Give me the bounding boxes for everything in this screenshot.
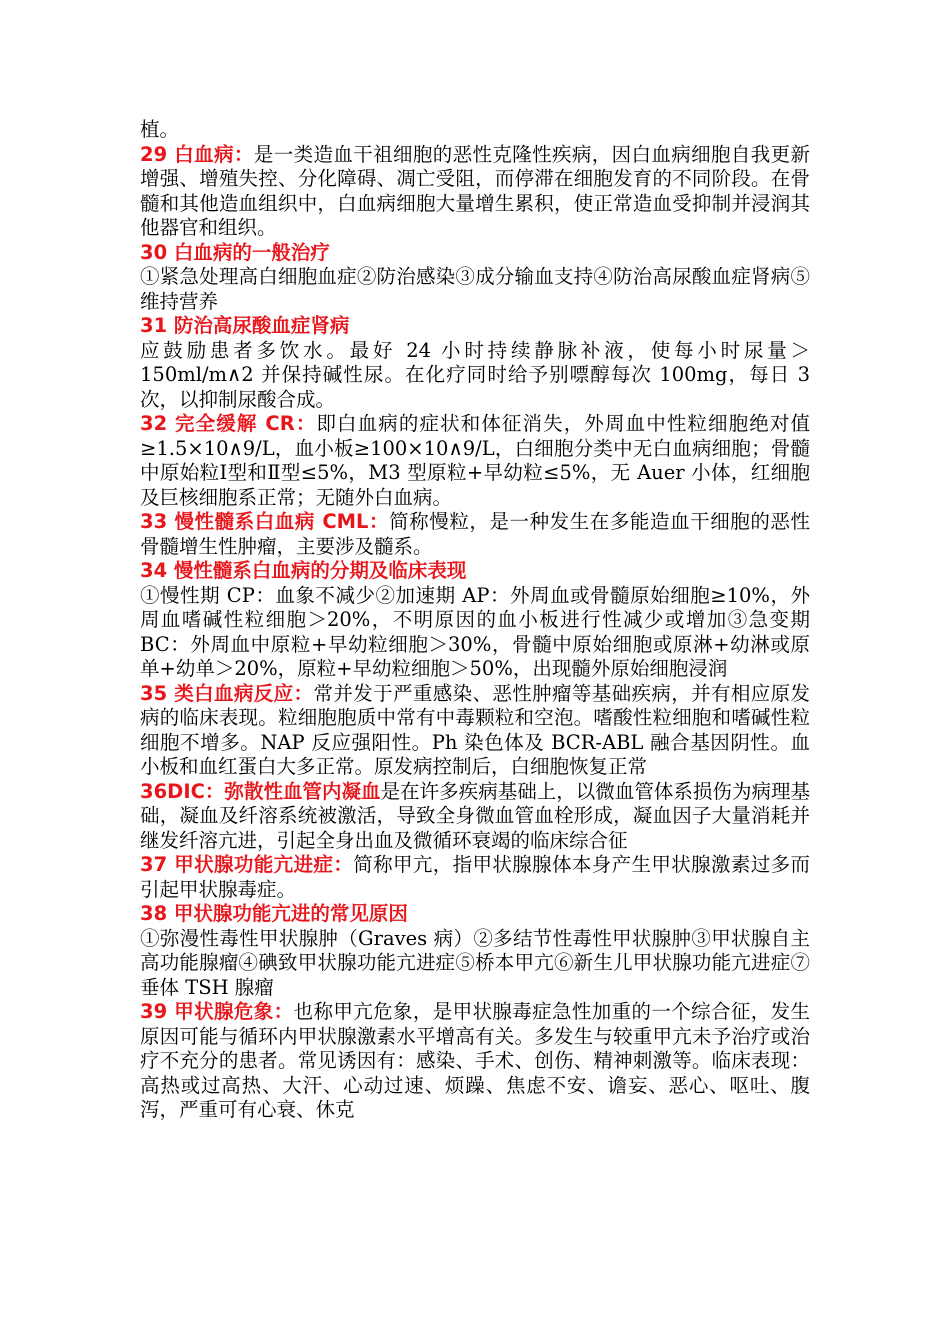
entry-heading: 34 慢性髓系白血病的分期及临床表现 (140, 559, 467, 582)
entry-body: 是一类造血干祖细胞的恶性克隆性疾病，因白血病细胞自我更新增强、增殖失控、分化障碍、凋亡受阻，而停滞在细胞发育的不同阶段。在骨髓和其他造血组织中，白血病细胞大量增生累积，使正常造血受抑制并浸润其他器官和组织。 (140, 142, 810, 239)
entry-35 (140, 682, 810, 780)
entry-36 (140, 780, 810, 854)
entry-38 (140, 902, 810, 1000)
entry-body: 应鼓励患者多饮水。最好 24 小时持续静脉补液，使每小时尿量＞150ml/m∧2 并保持碱性尿。在化疗同时给予别嘌醇每次 100mg，每日 3 次，以抑制尿酸合成。 (140, 338, 810, 411)
entry-body: 也称甲亢危象，是甲状腺毒症急性加重的一个综合征，发生原因可能与循环内甲状腺激素水平增高有关。多发生与较重甲亢未予治疗或治疗不充分的患者。常见诱因有：感染、手术、创伤、精神刺激等。临床表现：高热或过高热、大汗、心动过速、烦躁、焦虑不安、谵妄、恶心、呕吐、腹泻，严重可有心衰、休克 (140, 1000, 810, 1121)
intro-text: 植。 (140, 118, 180, 141)
entry-body: 是在许多疾病基础上，以微血管体系损伤为病理基础，凝血及纤溶系统被激活，导致全身微血管血栓形成，凝血因子大量消耗并继发纤溶亢进，引起全身出血及微循环衰竭的临床综合征 (140, 779, 810, 852)
entry-39 (140, 1000, 810, 1123)
entry-33 (140, 510, 810, 559)
entry-heading: 31 防治高尿酸血症肾病 (140, 314, 350, 337)
entry-31 (140, 314, 810, 412)
entry-heading: 37 甲状腺功能亢进症： (140, 853, 354, 876)
entry-body: ①紧急处理高白细胞血症②防治感染③成分输血支持④防治高尿酸血症肾病⑤维持营养 (140, 265, 810, 313)
entry-heading: 30 白血病的一般治疗 (140, 240, 330, 264)
entry-heading: 38 甲状腺功能亢进的常见原因 (140, 902, 408, 925)
entry-body: 即白血病的症状和体征消失，外周血中性粒细胞绝对值≥1.5×10∧9/L，血小板≥100×10∧9/L，白细胞分类中无白血病细胞；骨髓中原始粒Ⅰ型和Ⅱ型≤5%，M3 型原粒+早幼粒≤5%，无 Auer 小体，红细胞及巨核细胞系正常；无随外白血病。 (140, 412, 810, 509)
entry-heading: 32 完全缓解 CR： (140, 412, 317, 435)
entry-heading: 39 甲状腺危象： (140, 1000, 294, 1023)
entry-heading: 36DIC：弥散性血管内凝血 (140, 779, 381, 803)
entry-32 (140, 412, 810, 510)
document-page (140, 118, 810, 1123)
entry-body: 常并发于严重感染、恶性肿瘤等基础疾病，并有相应原发病的临床表现。粒细胞胞质中常有中毒颗粒和空泡。嗜酸性粒细胞和嗜碱性粒细胞不增多。NAP 反应强阳性。Ph 染色体及 BCR-ABL 融合基因阴性。血小板和血红蛋白大多正常。原发病控制后，白细胞恢复正常 (140, 681, 810, 778)
entry-29 (140, 143, 810, 241)
entry-heading: 29 白血病： (140, 142, 254, 166)
entry-heading: 35 类白血病反应： (140, 681, 314, 705)
entry-37 (140, 853, 810, 902)
entry-heading: 33 慢性髓系白血病 CML： (140, 510, 390, 533)
entry-body: 简称慢粒，是一种发生在多能造血干细胞的恶性骨髓增生性肿瘤，主要涉及髓系。 (140, 510, 810, 558)
entry-body: 简称甲亢，指甲状腺腺体本身产生甲状腺激素过多而引起甲状腺毒症。 (140, 853, 810, 901)
entry-34 (140, 559, 810, 682)
entry-30 (140, 241, 810, 315)
entry-body: ①弥漫性毒性甲状腺肿（Graves 病）②多结节性毒性甲状腺肿③甲状腺自主高功能腺瘤④碘致甲状腺功能亢进症⑤桥本甲亢⑥新生儿甲状腺功能亢进症⑦垂体 TSH 腺瘤 (140, 926, 810, 999)
entry-body: ①慢性期 CP：血象不减少②加速期 AP：外周血或骨髓原始细胞≥10%，外周血嗜碱性粒细胞＞20%，不明原因的血小板进行性减少或增加③急变期 BC：外周血中原粒+早幼粒细胞＞30%，骨髓中原始细胞或原淋+幼淋或原单+幼单＞20%，原粒+早幼粒细胞＞50%，出现髓外原始细胞浸润 (140, 583, 810, 680)
